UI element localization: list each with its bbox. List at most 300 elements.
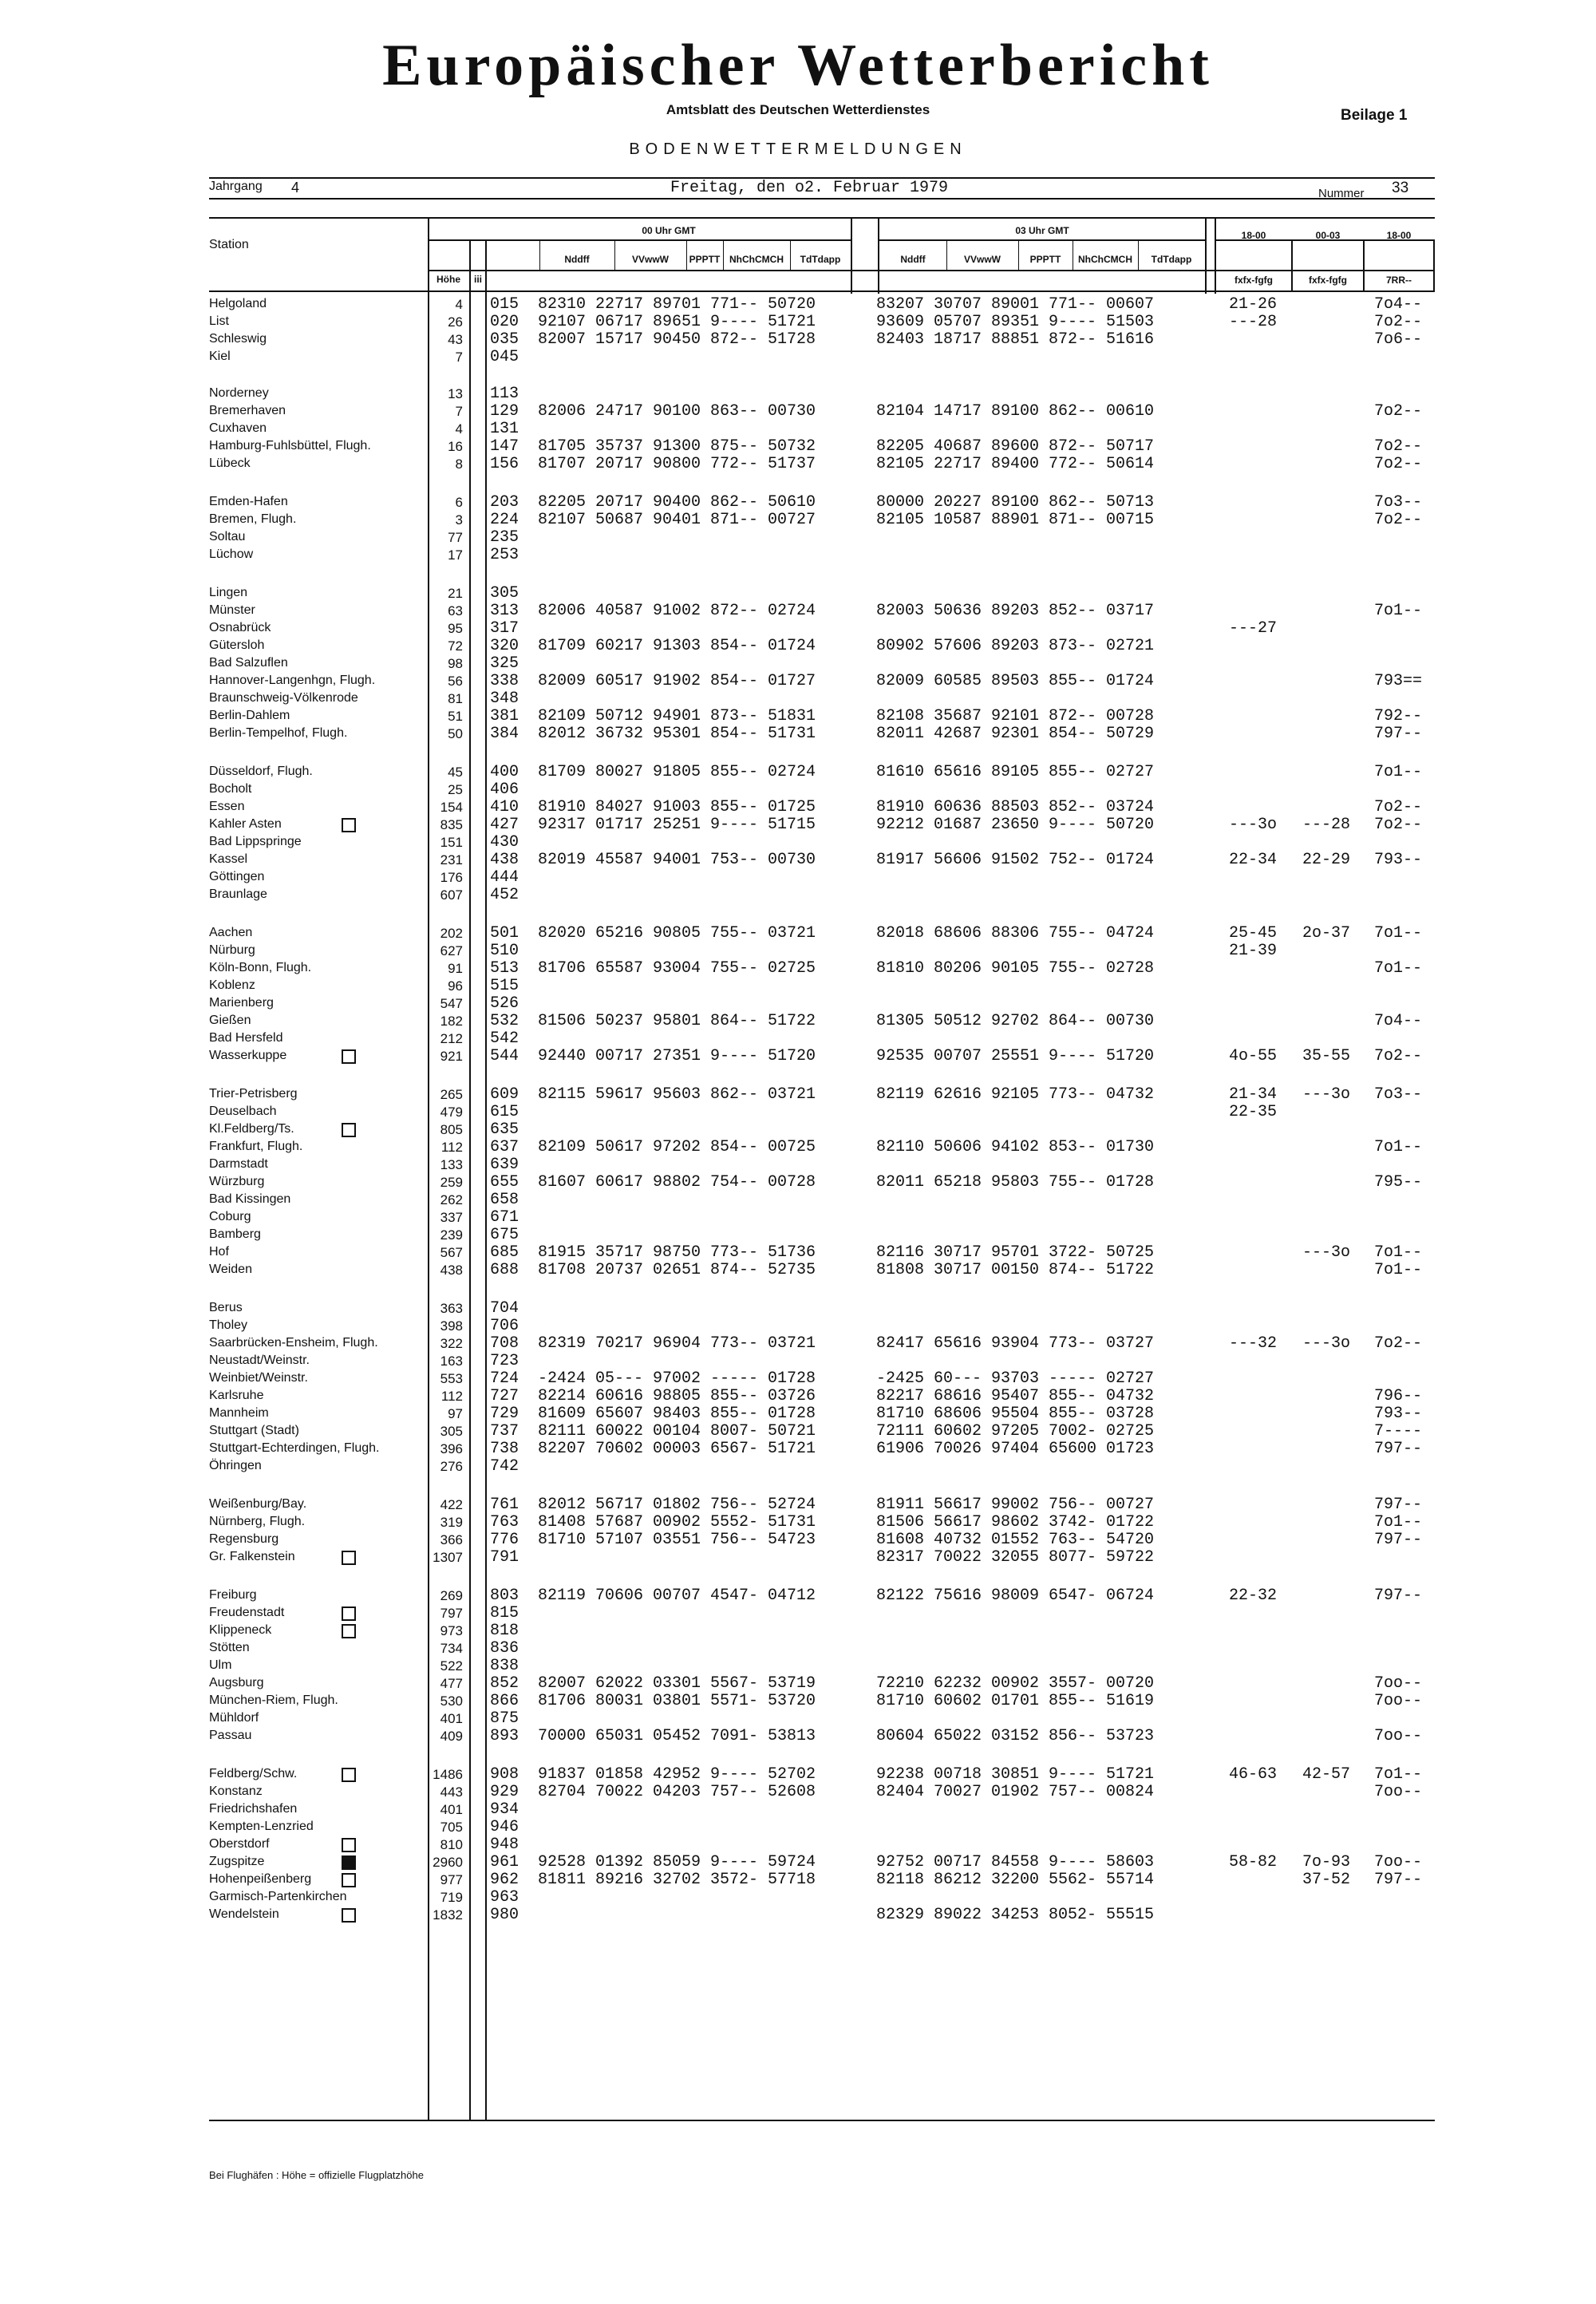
station-label: Bamberg [209, 1227, 261, 1241]
station-height: 705 [440, 1820, 463, 1835]
column-rule [1433, 239, 1435, 292]
station-number: 015 [490, 295, 519, 314]
station-number: 635 [490, 1120, 519, 1139]
obs-03-utc: 81305 50512 92702 864-- 00730 [876, 1012, 1155, 1030]
station-label: Bocholt [209, 782, 252, 796]
obs-00-utc: 81607 60617 98802 754-- 00728 [538, 1173, 816, 1192]
col-pppt-00: PPPTT [689, 254, 721, 265]
station-height: 1832 [433, 1907, 463, 1923]
station-label: Wasserkuppe [209, 1049, 287, 1062]
station-header: Station [209, 238, 249, 251]
gust-18-00: 21-26 [1229, 295, 1278, 314]
header-rule [428, 270, 1435, 271]
station-height: 276 [440, 1459, 463, 1474]
square-icon [342, 1049, 356, 1064]
station-number: 532 [490, 1012, 519, 1030]
station-number: 501 [490, 924, 519, 943]
station-label: Köln-Bonn, Flugh. [209, 961, 312, 974]
obs-03-utc: 72111 60602 97205 7002- 02725 [876, 1422, 1155, 1440]
station-height: 4 [455, 297, 463, 312]
gust-18-00: ---28 [1229, 313, 1278, 331]
station-number: 384 [490, 725, 519, 743]
obs-03-utc: 83207 30707 89001 771-- 00607 [876, 295, 1155, 314]
station-number: 724 [490, 1369, 519, 1388]
station-label: Gütersloh [209, 638, 265, 652]
col-tdtd-00: TdTdapp [800, 254, 841, 265]
station-number: 948 [490, 1836, 519, 1854]
obs-03-utc: 81608 40732 01552 763-- 54720 [876, 1531, 1155, 1549]
station-label: Bremen, Flugh. [209, 512, 297, 526]
station-name [209, 332, 267, 346]
station-name [209, 978, 255, 993]
station-number: 706 [490, 1317, 519, 1335]
station-height: 805 [440, 1122, 463, 1137]
station-name [209, 1122, 294, 1136]
station-label: Düsseldorf, Flugh. [209, 765, 313, 778]
precip-18-00: 7oo-- [1374, 1727, 1423, 1745]
obs-00-utc: 82109 50712 94901 873-- 51831 [538, 707, 816, 725]
precip-18-00: 7o1-- [1374, 959, 1423, 978]
station-height: 319 [440, 1515, 463, 1530]
station-height: 202 [440, 926, 463, 941]
precip-18-00: 7o1-- [1374, 924, 1423, 943]
obs-03-utc: 80000 20227 89100 862-- 50713 [876, 493, 1155, 512]
gust-18-00: ---3o [1229, 816, 1278, 834]
station-name [209, 1837, 270, 1851]
precip-18-00: 7o3-- [1374, 493, 1423, 512]
station-name [209, 1105, 277, 1119]
column-rule [1205, 217, 1207, 294]
precip-18-00: 797-- [1374, 1531, 1423, 1549]
precip-18-00: 7o2-- [1374, 455, 1423, 473]
station-name [209, 350, 231, 364]
station-name [209, 1301, 243, 1315]
station-number: 738 [490, 1440, 519, 1458]
station-number: 791 [490, 1548, 519, 1567]
station-label: List [209, 314, 229, 328]
obs-03-utc: 82122 75616 98009 6547- 06724 [876, 1587, 1155, 1605]
station-name [209, 674, 375, 688]
station-name [209, 530, 245, 544]
gust-00-03: 42-57 [1302, 1765, 1351, 1784]
station-name [209, 1014, 251, 1028]
obs-03-utc: 82104 14717 89100 862-- 00610 [876, 402, 1155, 421]
obs-00-utc: 82319 70217 96904 773-- 03721 [538, 1334, 816, 1353]
station-name [209, 887, 267, 902]
station-label: Ulm [209, 1658, 232, 1672]
station-number: 875 [490, 1709, 519, 1728]
station-number: 838 [490, 1657, 519, 1675]
station-name [209, 1641, 250, 1655]
station-number: 671 [490, 1208, 519, 1227]
obs-00-utc: 82007 15717 90450 872-- 51728 [538, 330, 816, 349]
station-height: 553 [440, 1371, 463, 1386]
c3-bot: 7RR-- [1386, 275, 1412, 286]
station-height: 259 [440, 1175, 463, 1190]
station-number: 723 [490, 1352, 519, 1370]
station-name [209, 1532, 279, 1547]
station-label: Oberstdorf [209, 1837, 270, 1851]
obs-03-utc: 81910 60636 88503 852-- 03724 [876, 798, 1155, 816]
station-number: 235 [490, 528, 519, 547]
station-label: Emden-Hafen [209, 495, 288, 508]
c1-bot: fxfx-fgfg [1235, 275, 1273, 286]
square-icon [342, 818, 356, 832]
station-height: 269 [440, 1588, 463, 1603]
obs-00-utc: 82107 50687 90401 871-- 00727 [538, 511, 816, 529]
station-name [209, 1515, 305, 1529]
obs-03-utc: 82108 35687 92101 872-- 00728 [876, 707, 1155, 725]
header-rule [209, 290, 1435, 292]
station-height: 7 [455, 350, 463, 365]
station-label: Feldberg/Schw. [209, 1767, 298, 1780]
station-label: Wendelstein [209, 1907, 279, 1921]
station-height: 1307 [433, 1550, 463, 1565]
col-vvwww-03: VVwwW [963, 254, 1001, 265]
station-label: Bad Kissingen [209, 1192, 291, 1206]
station-label: Mannheim [209, 1406, 269, 1420]
station-number: 729 [490, 1405, 519, 1423]
obs-03-utc: 81506 56617 98602 3742- 01722 [876, 1513, 1155, 1531]
station-label: Osnabrück [209, 621, 271, 634]
station-number: 444 [490, 868, 519, 887]
obs-03-utc: 92212 01687 23650 9---- 50720 [876, 816, 1155, 834]
obs-03-utc: 81810 80206 90105 755-- 02728 [876, 959, 1155, 978]
station-name [209, 1210, 251, 1224]
station-height: 443 [440, 1784, 463, 1800]
station-height: 16 [448, 439, 463, 454]
gust-18-00: 58-82 [1229, 1853, 1278, 1871]
obs-03-utc: 82003 50636 89203 852-- 03717 [876, 602, 1155, 620]
gust-00-03: 22-29 [1302, 851, 1351, 869]
station-name [209, 1031, 283, 1045]
station-label: Berlin-Dahlem [209, 709, 290, 722]
obs-03-utc: 82105 10587 88901 871-- 00715 [876, 511, 1155, 529]
station-number: 438 [490, 851, 519, 869]
station-name [209, 1049, 286, 1063]
obs-03-utc: 82011 42687 92301 854-- 50729 [876, 725, 1155, 743]
station-height: 8 [455, 456, 463, 472]
precip-18-00: 7oo-- [1374, 1692, 1423, 1710]
station-name [209, 621, 271, 635]
obs-00-utc: 82009 60517 91902 854-- 01727 [538, 672, 816, 690]
station-name [209, 1459, 262, 1473]
station-number: 737 [490, 1422, 519, 1440]
station-height: 627 [440, 943, 463, 958]
station-label: Norderney [209, 386, 269, 400]
obs-03-utc: 81911 56617 99002 756-- 00727 [876, 1496, 1155, 1514]
station-name [209, 1406, 269, 1421]
station-height: 4 [455, 421, 463, 437]
station-number: 526 [490, 994, 519, 1013]
station-label: Zugspitze [209, 1855, 265, 1868]
station-number: 045 [490, 348, 519, 366]
station-height: 176 [440, 870, 463, 885]
station-label: Stuttgart-Echterdingen, Flugh. [209, 1441, 380, 1455]
station-label: Karlsruhe [209, 1389, 264, 1402]
station-name [209, 765, 313, 779]
obs-00-utc: 82006 40587 91002 872-- 02724 [538, 602, 816, 620]
obs-03-utc: 92238 00718 30851 9---- 51721 [876, 1765, 1155, 1784]
station-height: 45 [448, 765, 463, 780]
station-label: Lüchow [209, 547, 254, 561]
station-label: Würzburg [209, 1175, 265, 1188]
station-height: 17 [448, 547, 463, 563]
station-label: Tholey [209, 1318, 248, 1332]
station-number: 609 [490, 1085, 519, 1104]
station-height: 797 [440, 1606, 463, 1621]
precip-18-00: 7o1-- [1374, 1765, 1423, 1784]
station-name [209, 691, 358, 705]
station-name [209, 1907, 279, 1922]
gust-00-03: 2o-37 [1302, 924, 1351, 943]
precip-18-00: 7o6-- [1374, 330, 1423, 349]
gust-18-00: ---32 [1229, 1334, 1278, 1353]
station-label: Stötten [209, 1641, 250, 1654]
station-name [209, 495, 288, 509]
obs-00-utc: 82205 20717 90400 862-- 50610 [538, 493, 816, 512]
nummer-value: 33 [1392, 180, 1409, 196]
station-label: Freudenstadt [209, 1606, 285, 1619]
square-icon [342, 1606, 356, 1621]
station-name [209, 512, 296, 527]
station-label: Kahler Asten [209, 817, 282, 831]
station-number: 400 [490, 763, 519, 781]
obs-00-utc: 82012 36732 95301 854-- 51731 [538, 725, 816, 743]
station-number: 639 [490, 1156, 519, 1174]
station-name [209, 1890, 347, 1904]
col-nhch-00: NhChCMCH [729, 254, 784, 265]
station-label: Bad Lippspringe [209, 835, 302, 848]
station-name [209, 603, 255, 618]
station-height: 231 [440, 852, 463, 867]
obs-00-utc: 81915 35717 98750 773-- 51736 [538, 1243, 816, 1262]
station-name [209, 1711, 259, 1725]
station-number: 776 [490, 1531, 519, 1549]
square-icon [342, 1768, 356, 1782]
gust-18-00: 21-34 [1229, 1085, 1278, 1104]
obs-00-utc: 82115 59617 95603 862-- 03721 [538, 1085, 816, 1104]
station-number: 615 [490, 1103, 519, 1121]
nummer-label: Nummer [1318, 187, 1365, 200]
obs-03-utc: 82217 68616 95407 855-- 04732 [876, 1387, 1155, 1405]
obs-03-utc: 81710 60602 01701 855-- 51619 [876, 1692, 1155, 1710]
station-name [209, 1550, 295, 1564]
station-number: 410 [490, 798, 519, 816]
obs-00-utc: 92528 01392 85059 9---- 59724 [538, 1853, 816, 1871]
station-number: 430 [490, 833, 519, 852]
station-number: 224 [490, 511, 519, 529]
station-height: 366 [440, 1532, 463, 1547]
obs-00-utc: 70000 65031 05452 7091- 53813 [538, 1727, 816, 1745]
station-label: Helgoland [209, 297, 267, 310]
station-number: 317 [490, 619, 519, 638]
precip-18-00: 797-- [1374, 1496, 1423, 1514]
obs-00-utc: 82214 60616 98805 855-- 03726 [538, 1387, 816, 1405]
station-label: Trier-Petrisberg [209, 1087, 298, 1101]
station-name [209, 1767, 297, 1781]
station-height: 154 [440, 800, 463, 815]
gust-00-03: 35-55 [1302, 1047, 1351, 1065]
iii-header: iii [473, 274, 482, 285]
station-height: 212 [440, 1031, 463, 1046]
station-name [209, 800, 244, 814]
station-number: 544 [490, 1047, 519, 1065]
station-name [209, 709, 290, 723]
station-label: Bremerhaven [209, 404, 286, 417]
station-height: 921 [440, 1049, 463, 1064]
obs-00-utc: 82007 62022 03301 5567- 53719 [538, 1674, 816, 1693]
station-name [209, 404, 286, 418]
square-icon [342, 1873, 356, 1887]
col-pppt-03: PPPTT [1029, 254, 1061, 265]
station-number: 929 [490, 1783, 519, 1801]
station-height: 607 [440, 887, 463, 903]
obs-00-utc: 81708 20737 02651 874-- 52735 [538, 1261, 816, 1279]
precip-18-00: 7o1-- [1374, 602, 1423, 620]
column-rule [485, 239, 487, 2121]
station-number: 655 [490, 1173, 519, 1192]
station-height: 26 [448, 314, 463, 330]
station-height: 835 [440, 817, 463, 832]
station-number: 325 [490, 654, 519, 673]
station-label: Marienberg [209, 996, 274, 1010]
station-label: Öhringen [209, 1459, 262, 1472]
station-number: 637 [490, 1138, 519, 1156]
station-label: Kempten-Lenzried [209, 1820, 314, 1833]
gust-18-00: 25-45 [1229, 924, 1278, 943]
precip-18-00: 7oo-- [1374, 1674, 1423, 1693]
obs-03-utc: 82009 60585 89503 855-- 01724 [876, 672, 1155, 690]
station-name [209, 943, 255, 958]
divider [209, 198, 1435, 200]
obs-00-utc: 81709 60217 91303 854-- 01724 [538, 637, 816, 655]
station-label: Weißenburg/Bay. [209, 1497, 307, 1511]
station-height: 72 [448, 638, 463, 654]
station-height: 96 [448, 978, 463, 994]
station-number: 675 [490, 1226, 519, 1244]
col-vvwww-00: VVwwW [631, 254, 669, 265]
station-number: 963 [490, 1888, 519, 1907]
station-name [209, 1855, 264, 1869]
obs-03-utc: 82119 62616 92105 773-- 04732 [876, 1085, 1155, 1104]
station-height: 21 [448, 586, 463, 601]
station-number: 866 [490, 1692, 519, 1710]
square-icon [342, 1908, 356, 1923]
precip-18-00: 7o1-- [1374, 1261, 1423, 1279]
obs-00-utc: -2424 05--- 97002 ----- 01728 [538, 1369, 816, 1388]
station-height: 6 [455, 495, 463, 510]
station-number: 980 [490, 1906, 519, 1924]
obs-00-utc: 81910 84027 91003 855-- 01725 [538, 798, 816, 816]
station-height: 810 [440, 1837, 463, 1852]
station-number: 338 [490, 672, 519, 690]
station-name [209, 586, 247, 600]
gust-00-03: 7o-93 [1302, 1853, 1351, 1871]
station-number: 761 [490, 1496, 519, 1514]
station-number: 381 [490, 707, 519, 725]
issue-date: Freitag, den o2. Februar 1979 [670, 179, 949, 197]
beilage: Beilage 1 [1341, 107, 1408, 124]
page-title: Europäischer Wetterbericht [382, 33, 1214, 98]
column-rule [851, 217, 852, 294]
precip-18-00: 7o2-- [1374, 816, 1423, 834]
station-label: Schleswig [209, 332, 267, 346]
station-number: 203 [490, 493, 519, 512]
station-name [209, 1784, 263, 1799]
gust-18-00: 46-63 [1229, 1765, 1278, 1784]
obs-03-utc: 82110 50606 94102 853-- 01730 [876, 1138, 1155, 1156]
station-label: Cuxhaven [209, 421, 267, 435]
station-name [209, 1389, 263, 1403]
filled-square-icon [342, 1855, 356, 1870]
station-name [209, 961, 311, 975]
station-height: 973 [440, 1623, 463, 1638]
gust-00-03: ---3o [1302, 1334, 1351, 1353]
station-height: 322 [440, 1336, 463, 1351]
station-name [209, 547, 253, 562]
station-height: 530 [440, 1693, 463, 1709]
obs-03-utc: 82105 22717 89400 772-- 50614 [876, 455, 1155, 473]
obs-03-utc: 92752 00717 84558 9---- 58603 [876, 1853, 1155, 1871]
c2-top: 00-03 [1315, 230, 1341, 241]
station-name [209, 638, 264, 653]
station-label: Kiel [209, 350, 231, 363]
obs-00-utc: 81710 57107 03551 756-- 54723 [538, 1531, 816, 1549]
station-name [209, 1693, 338, 1708]
station-number: 836 [490, 1639, 519, 1658]
station-label: Bad Hersfeld [209, 1031, 283, 1045]
station-height: 409 [440, 1729, 463, 1744]
station-number: 962 [490, 1871, 519, 1889]
station-height: 567 [440, 1245, 463, 1260]
group-00-header: 00 Uhr GMT [642, 225, 696, 236]
station-label: Stuttgart (Stadt) [209, 1424, 299, 1437]
station-height: 51 [448, 709, 463, 724]
station-label: Neustadt/Weinstr. [209, 1354, 310, 1367]
precip-18-00: 797-- [1374, 1440, 1423, 1458]
station-label: Saarbrücken-Ensheim, Flugh. [209, 1336, 378, 1350]
station-label: Hof [209, 1245, 229, 1259]
station-height: 477 [440, 1676, 463, 1691]
precip-18-00: 7oo-- [1374, 1783, 1423, 1801]
station-number: 035 [490, 330, 519, 349]
station-label: Hamburg-Fuhlsbüttel, Flugh. [209, 439, 371, 453]
obs-00-utc: 81706 65587 93004 755-- 02725 [538, 959, 816, 978]
obs-00-utc: 82012 56717 01802 756-- 52724 [538, 1496, 816, 1514]
precip-18-00: 797-- [1374, 1587, 1423, 1605]
obs-03-utc: 81917 56606 91502 752-- 01724 [876, 851, 1155, 869]
station-name [209, 835, 302, 849]
station-number: 908 [490, 1765, 519, 1784]
station-name [209, 1175, 264, 1189]
station-height: 479 [440, 1105, 463, 1120]
station-label: Lingen [209, 586, 248, 599]
station-label: Frankfurt, Flugh. [209, 1140, 303, 1153]
precip-18-00: 797-- [1374, 725, 1423, 743]
station-height: 7 [455, 404, 463, 419]
station-label: Weinbiet/Weinstr. [209, 1371, 308, 1385]
station-label: Klippeneck [209, 1623, 272, 1637]
station-number: 961 [490, 1853, 519, 1871]
station-name [209, 1497, 306, 1512]
precip-18-00: 7o1-- [1374, 1513, 1423, 1531]
station-height: 522 [440, 1658, 463, 1674]
station-number: 406 [490, 781, 519, 799]
group-03-header: 03 Uhr GMT [1015, 225, 1069, 236]
obs-03-utc: -2425 60--- 93703 ----- 02727 [876, 1369, 1155, 1388]
subtitle: Amtsblatt des Deutschen Wetterdienstes [666, 102, 930, 117]
